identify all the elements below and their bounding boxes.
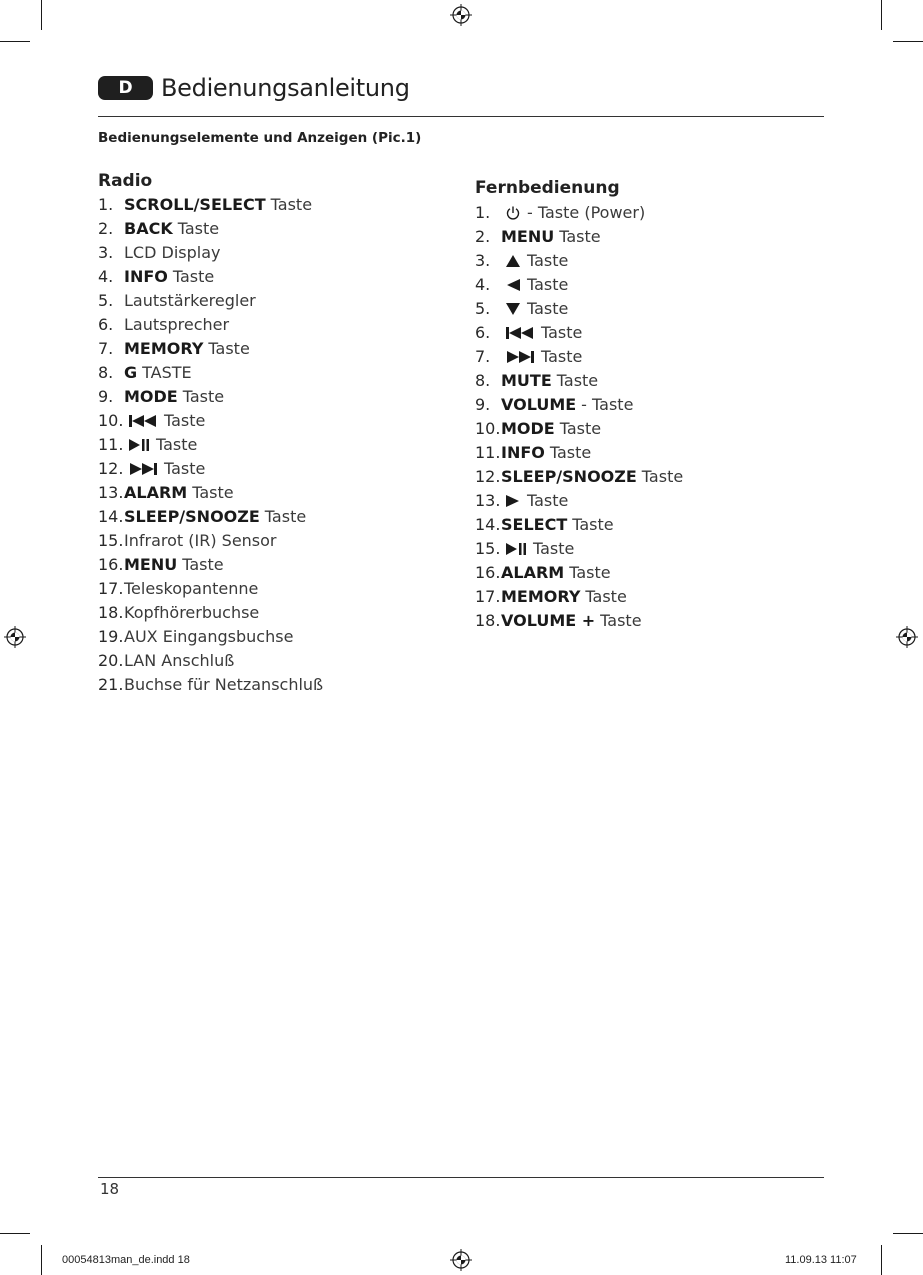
item-key-name: G <box>124 363 138 382</box>
item-key-name: MENU <box>501 227 555 246</box>
item-label: Taste <box>559 227 601 246</box>
registration-mark-icon <box>4 626 26 648</box>
remote-control-item <box>475 417 683 441</box>
item-number: 13. <box>475 491 501 510</box>
item-label: Taste <box>172 267 215 286</box>
item-number: 19. <box>98 627 124 646</box>
remote-control-item <box>475 345 683 369</box>
remote-control-item <box>475 297 683 321</box>
item-number: 14. <box>98 507 124 526</box>
item-label: Taste <box>559 419 602 438</box>
item-number: 6. <box>98 315 114 334</box>
remote-control-item <box>475 321 683 345</box>
remote-control-item <box>475 249 683 273</box>
item-number: 3. <box>475 251 491 270</box>
play-pause-icon <box>128 438 150 452</box>
item-label: Lautstärkeregler <box>124 291 256 310</box>
remote-control-item <box>475 585 683 609</box>
item-label: Buchse für Netzanschluß <box>124 675 324 694</box>
registration-mark-icon <box>896 626 918 648</box>
item-key-name: SELECT <box>501 515 568 534</box>
header-divider <box>98 116 824 117</box>
item-key-name: MENU <box>124 555 178 574</box>
crop-mark <box>41 0 42 30</box>
item-number: 10. <box>475 419 501 438</box>
item-number: 7. <box>98 339 114 358</box>
radio-control-item <box>98 673 323 697</box>
radio-controls-list <box>98 193 323 697</box>
arrow-left-icon <box>505 278 521 292</box>
skip-forward-icon <box>505 350 535 364</box>
item-number: 18. <box>475 611 501 630</box>
item-label: Taste <box>164 411 206 430</box>
item-key-name: INFO <box>501 443 545 462</box>
item-number: 12. <box>475 467 501 486</box>
remote-control-item <box>475 273 683 297</box>
skip-forward-icon <box>128 462 158 476</box>
item-label: Taste <box>527 251 569 270</box>
item-number: 1. <box>98 195 114 214</box>
radio-control-item <box>98 625 323 649</box>
item-number: 14. <box>475 515 501 534</box>
item-number: 4. <box>475 275 491 294</box>
crop-mark <box>893 1233 923 1234</box>
crop-mark <box>41 1245 42 1275</box>
item-key-name: SCROLL/SELECT <box>124 195 266 214</box>
remote-control-item <box>475 537 683 561</box>
item-label: Taste <box>177 219 220 238</box>
remote-control-item <box>475 225 683 249</box>
item-number: 5. <box>98 291 114 310</box>
radio-control-item <box>98 265 323 289</box>
radio-heading: Radio <box>98 171 153 191</box>
item-number: 2. <box>475 227 491 246</box>
radio-control-item <box>98 457 323 481</box>
item-label: LAN Anschluß <box>124 651 235 670</box>
remote-control-item <box>475 201 683 225</box>
item-key-name: ALARM <box>501 563 565 582</box>
item-label: TASTE <box>142 363 192 382</box>
item-number: 15. <box>475 539 501 558</box>
item-number: 17. <box>475 587 501 606</box>
item-key-name: MEMORY <box>124 339 204 358</box>
arrow-up-icon <box>505 254 521 268</box>
skip-back-icon <box>128 414 158 428</box>
remote-control-item <box>475 513 683 537</box>
language-badge: D <box>98 76 153 100</box>
item-number: 16. <box>475 563 501 582</box>
remote-control-item <box>475 369 683 393</box>
item-label: Taste <box>533 539 575 558</box>
section-title: Bedienungselemente und Anzeigen (Pic.1) <box>98 130 422 146</box>
remote-control-item <box>475 465 683 489</box>
item-label: Taste <box>569 563 611 582</box>
item-label: Teleskopantenne <box>124 579 259 598</box>
item-number: 7. <box>475 347 491 366</box>
remote-heading: Fernbedienung <box>475 178 620 198</box>
item-key-name: MODE <box>501 419 555 438</box>
item-number: 11. <box>475 443 501 462</box>
skip-back-icon <box>505 326 535 340</box>
radio-control-item <box>98 553 323 577</box>
item-label: Taste <box>549 443 592 462</box>
item-number: 12. <box>98 459 124 478</box>
file-slug: 00054813man_de.indd 18 <box>62 1254 190 1266</box>
item-number: 9. <box>98 387 114 406</box>
radio-control-item <box>98 337 323 361</box>
radio-control-item <box>98 433 323 457</box>
item-label: Taste <box>182 555 224 574</box>
item-number: 11. <box>98 435 124 454</box>
item-label: Infrarot (IR) Sensor <box>124 531 277 550</box>
item-label: - Taste <box>581 395 634 414</box>
item-label: Taste <box>641 467 684 486</box>
item-number: 10. <box>98 411 124 430</box>
crop-mark <box>881 0 882 30</box>
footer-divider <box>98 1177 824 1178</box>
item-label: LCD Display <box>124 243 221 262</box>
item-key-name: SLEEP/SNOOZE <box>501 467 637 486</box>
radio-control-item <box>98 217 323 241</box>
item-label: Taste <box>192 483 234 502</box>
radio-control-item <box>98 289 323 313</box>
item-key-name: INFO <box>124 267 168 286</box>
item-number: 3. <box>98 243 114 262</box>
item-label: Taste <box>164 459 206 478</box>
radio-control-item <box>98 505 323 529</box>
item-key-name: MODE <box>124 387 178 406</box>
item-label: Taste <box>208 339 250 358</box>
remote-control-item <box>475 561 683 585</box>
item-number: 6. <box>475 323 491 342</box>
item-key-name: VOLUME <box>501 395 577 414</box>
item-number: 18. <box>98 603 124 622</box>
arrow-right-icon <box>505 494 521 508</box>
remote-control-item <box>475 441 683 465</box>
item-label: Taste <box>270 195 313 214</box>
date-slug: 11.09.13 11:07 <box>785 1254 857 1266</box>
radio-control-item <box>98 577 323 601</box>
arrow-down-icon <box>505 302 521 316</box>
radio-control-item <box>98 361 323 385</box>
item-label: Taste <box>264 507 307 526</box>
remote-control-item <box>475 609 683 633</box>
remote-controls-list <box>475 201 683 633</box>
item-number: 8. <box>98 363 114 382</box>
page-number: 18 <box>100 1180 120 1198</box>
item-label: Taste <box>572 515 614 534</box>
item-label: Taste <box>556 371 599 390</box>
item-label: Taste <box>182 387 225 406</box>
item-label: Taste <box>600 611 642 630</box>
radio-control-item <box>98 529 323 553</box>
item-key-name: VOLUME + <box>501 611 596 630</box>
item-label: Taste <box>527 491 569 510</box>
item-number: 2. <box>98 219 114 238</box>
radio-control-item <box>98 313 323 337</box>
item-number: 4. <box>98 267 114 286</box>
item-label: AUX Eingangsbuchse <box>124 627 294 646</box>
page-title: Bedienungsanleitung <box>161 74 410 102</box>
registration-mark-icon <box>450 4 472 26</box>
crop-mark <box>893 41 923 42</box>
power-icon <box>505 205 521 221</box>
crop-mark <box>0 41 30 42</box>
crop-mark <box>881 1245 882 1275</box>
item-number: 9. <box>475 395 491 414</box>
item-key-name: BACK <box>124 219 173 238</box>
radio-control-item <box>98 409 323 433</box>
item-number: 15. <box>98 531 124 550</box>
item-label: Taste <box>527 299 569 318</box>
radio-control-item <box>98 385 323 409</box>
radio-control-item <box>98 193 323 217</box>
radio-control-item <box>98 649 323 673</box>
item-number: 16. <box>98 555 124 574</box>
crop-mark <box>0 1233 30 1234</box>
item-label: Taste <box>585 587 627 606</box>
item-number: 20. <box>98 651 124 670</box>
radio-control-item <box>98 481 323 505</box>
item-label: Taste <box>156 435 198 454</box>
item-label: Kopfhörerbuchse <box>124 603 260 622</box>
item-number: 21. <box>98 675 124 694</box>
remote-control-item <box>475 393 683 417</box>
item-label: Lautsprecher <box>124 315 230 334</box>
item-number: 17. <box>98 579 124 598</box>
item-label: Taste <box>527 275 569 294</box>
item-label: - Taste (Power) <box>527 203 646 222</box>
item-number: 5. <box>475 299 491 318</box>
item-number: 1. <box>475 203 491 222</box>
item-number: 8. <box>475 371 491 390</box>
item-label: Taste <box>541 347 583 366</box>
play-pause-icon <box>505 542 527 556</box>
item-key-name: SLEEP/SNOOZE <box>124 507 260 526</box>
item-key-name: ALARM <box>124 483 188 502</box>
remote-control-item <box>475 489 683 513</box>
radio-control-item <box>98 241 323 265</box>
item-key-name: MEMORY <box>501 587 581 606</box>
registration-mark-icon <box>450 1249 472 1271</box>
radio-control-item <box>98 601 323 625</box>
item-label: Taste <box>541 323 583 342</box>
item-number: 13. <box>98 483 124 502</box>
item-key-name: MUTE <box>501 371 552 390</box>
